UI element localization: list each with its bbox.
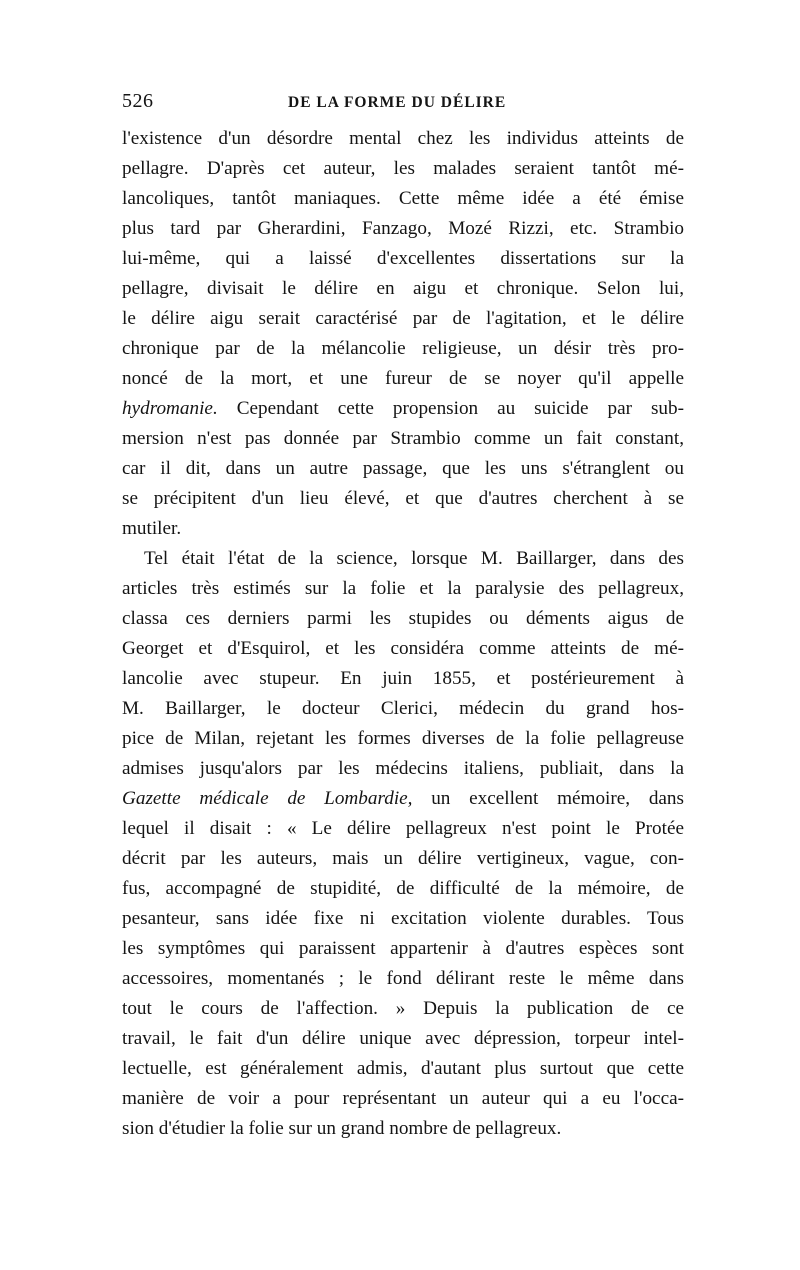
text-line <box>122 574 684 604</box>
text-line <box>122 694 684 724</box>
text-line <box>122 754 684 784</box>
text-segment: M. Baillarger, le docteur Clerici, médecin du grand hos- <box>122 698 684 719</box>
paragraph <box>122 544 684 1144</box>
text-segment: décrit par les auteurs, mais un délire vertigineux, vague, con- <box>122 848 684 869</box>
italic-text: Gazette médicale de Lombardie, <box>122 788 413 809</box>
running-head <box>122 90 682 120</box>
text-segment: articles très estimés sur la folie et la paralysie des pellagreux, <box>122 578 684 599</box>
text-line <box>122 304 684 334</box>
text-line <box>122 664 684 694</box>
text-segment: pesanteur, sans idée fixe ni excitation violente durables. Tous <box>122 908 684 929</box>
text-line <box>122 334 684 364</box>
text-line <box>122 784 684 814</box>
text-line <box>122 544 684 574</box>
text-line <box>122 1024 684 1054</box>
text-line <box>122 994 684 1024</box>
text-segment: chronique par de la mélancolie religieuse, un désir très pro- <box>122 338 684 359</box>
text-line <box>122 424 684 454</box>
text-line <box>122 514 684 544</box>
text-line <box>122 604 684 634</box>
text-segment: classa ces derniers parmi les stupides ou déments aigus de <box>122 608 684 629</box>
text-segment: Georget et d'Esquirol, et les considéra comme atteints de mé- <box>122 638 684 659</box>
text-line <box>122 1114 684 1144</box>
text-segment: lequel il disait : « Le délire pellagreux n'est point le Protée <box>122 818 684 839</box>
page-number: 526 <box>122 90 154 112</box>
text-segment: pellagre, divisait le délire en aigu et chronique. Selon lui, <box>122 278 684 299</box>
text-segment: admises jusqu'alors par les médecins italiens, publiait, dans la <box>122 758 684 779</box>
text-segment: travail, le fait d'un délire unique avec dépression, torpeur intel- <box>122 1028 684 1049</box>
text-segment: lectuelle, est généralement admis, d'autant plus surtout que cette <box>122 1058 684 1079</box>
text-line <box>122 124 684 154</box>
text-segment: le délire aigu serait caractérisé par de l'agitation, et le délire <box>122 308 684 329</box>
text-segment: manière de voir a pour représentant un auteur qui a eu l'occa- <box>122 1088 684 1109</box>
text-line <box>122 814 684 844</box>
text-line <box>122 874 684 904</box>
text-line <box>122 844 684 874</box>
text-segment: l'existence d'un désordre mental chez les individus atteints de <box>122 128 684 149</box>
text-segment: mersion n'est pas donnée par Strambio comme un fait constant, <box>122 428 684 449</box>
body-text <box>122 124 684 1144</box>
text-segment: un excellent mémoire, dans <box>412 788 684 809</box>
text-line <box>122 934 684 964</box>
text-segment: plus tard par Gherardini, Fanzago, Mozé Rizzi, etc. Strambio <box>122 218 684 239</box>
text-line <box>122 1084 684 1114</box>
text-line <box>122 244 684 274</box>
text-line <box>122 214 684 244</box>
text-line <box>122 724 684 754</box>
text-segment: car il dit, dans un autre passage, que les uns s'étranglent ou <box>122 458 684 479</box>
text-segment: accessoires, momentanés ; le fond délirant reste le même dans <box>122 968 684 989</box>
paragraph <box>122 124 684 544</box>
text-segment: fus, accompagné de stupidité, de difficulté de la mémoire, de <box>122 878 684 899</box>
text-line <box>122 364 684 394</box>
text-segment: pice de Milan, rejetant les formes diverses de la folie pellagreuse <box>122 728 684 749</box>
italic-text: hydromanie. <box>122 398 218 419</box>
text-line <box>122 394 684 424</box>
text-segment: lui-même, qui a laissé d'excellentes dissertations sur la <box>122 248 684 269</box>
text-segment: tout le cours de l'affection. » Depuis la publication de ce <box>122 998 684 1019</box>
text-line <box>122 1054 684 1084</box>
text-segment: pellagre. D'après cet auteur, les malades seraient tantôt mé- <box>122 158 684 179</box>
text-segment: Tel était l'état de la science, lorsque M. Baillarger, dans des <box>144 548 684 569</box>
text-segment: lancolie avec stupeur. En juin 1855, et postérieurement à <box>122 668 684 689</box>
running-title: DE LA FORME DU DÉLIRE <box>288 94 507 111</box>
text-segment: Cependant cette propension au suicide par sub- <box>217 398 684 419</box>
text-segment: noncé de la mort, et une fureur de se noyer qu'il appelle <box>122 368 684 389</box>
text-segment: les symptômes qui paraissent appartenir à d'autres espèces sont <box>122 938 684 959</box>
text-segment: sion d'étudier la folie sur un grand nombre de pellagreux. <box>122 1118 562 1139</box>
text-line <box>122 634 684 664</box>
text-segment: se précipitent d'un lieu élevé, et que d'autres cherchent à se <box>122 488 684 509</box>
text-line <box>122 154 684 184</box>
text-segment: lancoliques, tantôt maniaques. Cette même idée a été émise <box>122 188 684 209</box>
text-segment: mutiler. <box>122 518 182 539</box>
text-line <box>122 964 684 994</box>
text-line <box>122 904 684 934</box>
text-line <box>122 274 684 304</box>
text-line <box>122 454 684 484</box>
text-line <box>122 484 684 514</box>
text-line <box>122 184 684 214</box>
